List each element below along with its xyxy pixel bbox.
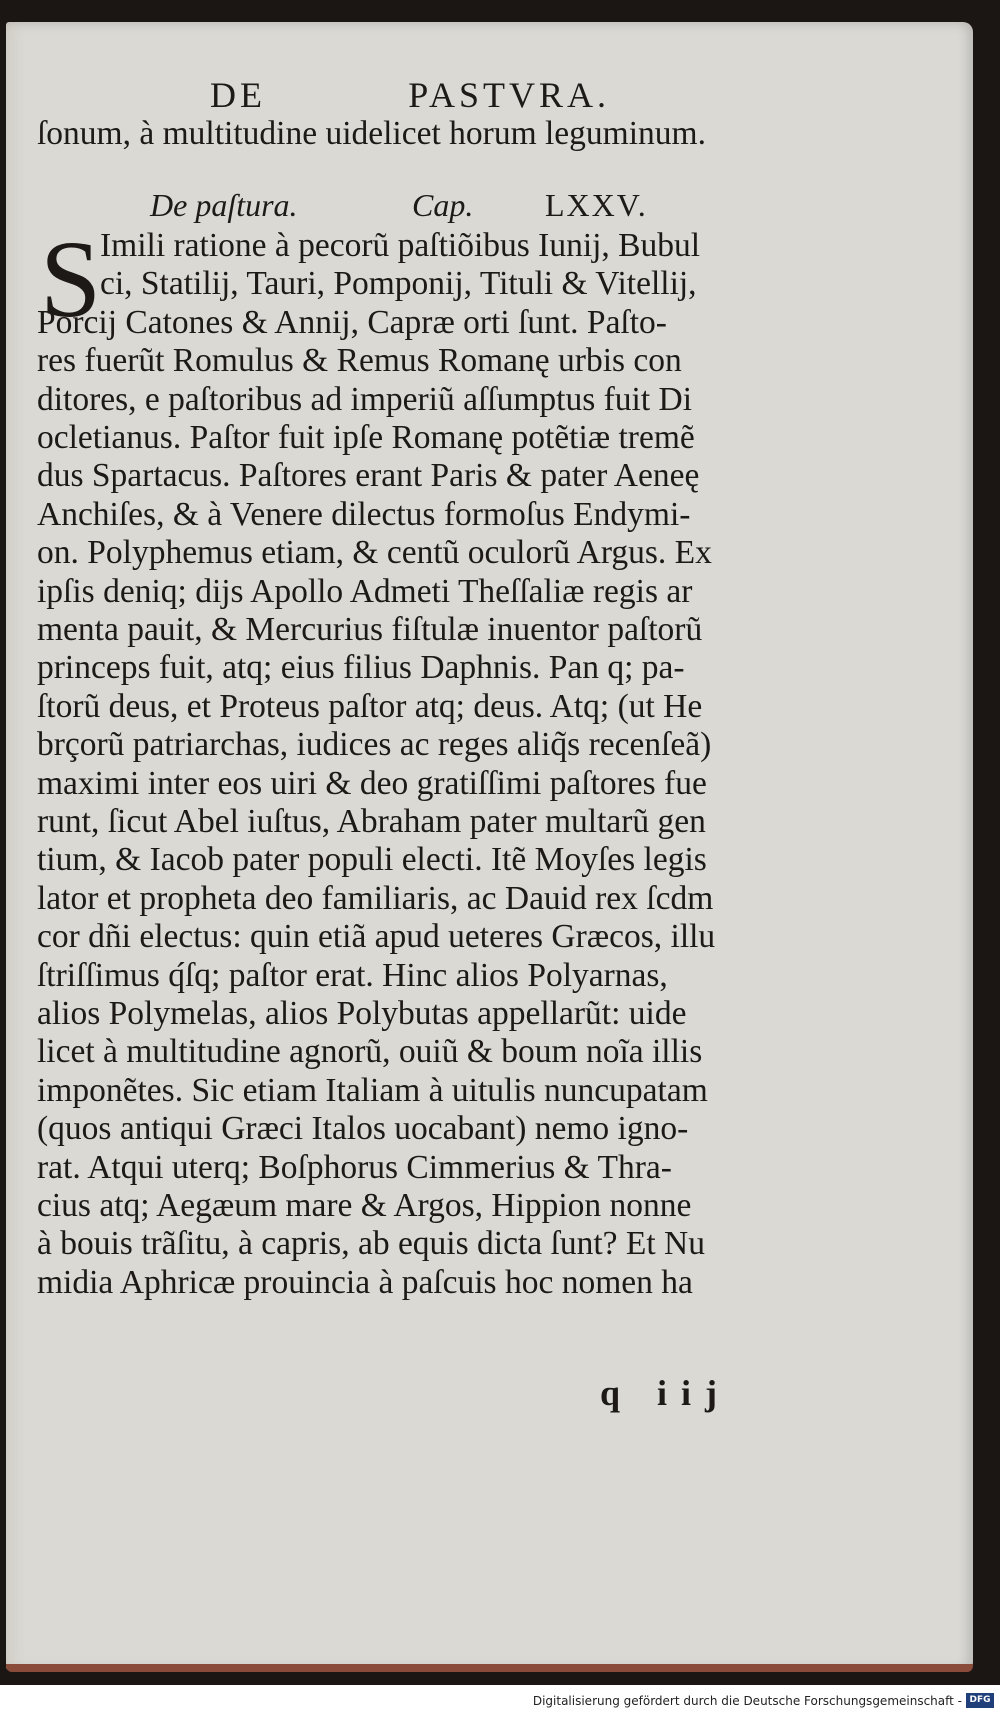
running-head	[210, 74, 610, 116]
chapter-number: LXXV.	[545, 187, 648, 223]
text-line: Imili ratione à pecorũ paſtiõibus Iunij, Bubul	[100, 227, 701, 264]
text-line: ocletianus. Paſtor fuit ipſe Romanę potẽtiæ tremẽ	[37, 419, 695, 456]
text-line: lator et propheta deo familiaris, ac Dauid rex ſcdm	[37, 880, 714, 917]
text-line: tium, & Iacob pater populi electi. Itẽ Moyſes legis	[37, 841, 707, 878]
text-line: licet à multitudine agnorũ, ouiũ & boum noĩa illis	[37, 1033, 703, 1070]
running-head-left: DE	[210, 75, 266, 115]
signature-mark: q iij	[600, 1373, 732, 1413]
text-line: à bouis trãſitu, à capris, ab equis dicta ſunt? Et Nu	[37, 1225, 705, 1262]
page-edge	[6, 1664, 973, 1672]
text-line: ſtriſſimus q́ſq; paſtor erat. Hinc alios Polyarnas,	[37, 957, 668, 994]
carryover-line: ſonum, à multitudine uidelicet horum leguminum.	[37, 115, 706, 152]
text-line: ſtorũ deus, et Proteus paſtor atq; deus. Atq; (ut He	[37, 688, 703, 725]
text-line: ipſis deniq; dijs Apollo Admeti Theſſaliæ regis ar	[37, 573, 693, 610]
text-line: princeps fuit, atq; eius filius Daphnis. Pan q; pa-	[37, 649, 685, 686]
text-line: menta pauit, & Mercurius fiſtulæ inuentor paſtorũ	[37, 611, 703, 648]
dfg-logo: DFG	[966, 1693, 994, 1708]
text-line: ci, Statilij, Tauri, Pomponij, Tituli & Vitellij,	[100, 265, 697, 302]
text-line: cor dñi electus: quin etiã apud ueteres Græcos, illu	[37, 918, 716, 955]
digitization-credit: Digitalisierung gefördert durch die Deutsche Forschungsgemeinschaft -	[532, 1694, 962, 1708]
text-line: Anchiſes, & à Venere dilectus formoſus Endymi-	[37, 496, 691, 533]
text-line: cius atq; Aegæum mare & Argos, Hippion nonne	[37, 1187, 692, 1224]
running-head-right: PASTVRA.	[408, 75, 610, 115]
text-line: brçorũ patriarchas, iudices ac reges aliq̃s recenſeã)	[37, 726, 712, 763]
text-line: maximi inter eos uiri & deo gratiſſimi paſtores fue	[37, 765, 707, 802]
text-line: alios Polymelas, alios Polybutas appellarũt: uide	[37, 995, 687, 1032]
text-line: rat. Atqui uterq; Boſphorus Cimmerius & Thra-	[37, 1149, 672, 1186]
text-line: dus Spartacus. Paſtores erant Paris & pater Aeneę	[37, 457, 700, 494]
chapter-cap-label: Cap.	[412, 187, 474, 223]
text-line: on. Polyphemus etiam, & centũ oculorũ Argus. Ex	[37, 534, 712, 571]
text-line: Porcij Catones & Annij, Capræ orti ſunt. Paſto-	[37, 304, 667, 341]
text-line: (quos antiqui Græci Italos uocabant) nemo igno-	[37, 1110, 689, 1147]
text-line: res fuerũt Romulus & Remus Romanę urbis con	[37, 342, 682, 379]
text-line: imponẽtes. Sic etiam Italiam à uitulis nuncupatam	[37, 1072, 708, 1109]
drop-cap-initial: S	[40, 218, 102, 340]
text-line: runt, ſicut Abel iuſtus, Abraham pater multarũ gen	[37, 803, 706, 840]
text-line: ditores, e paſtoribus ad imperiũ aſſumptus fuit Di	[37, 381, 693, 418]
chapter-subject: De paſtura.	[150, 187, 298, 223]
text-line: midia Aphricæ prouincia à paſcuis hoc nomen ha	[37, 1264, 693, 1301]
